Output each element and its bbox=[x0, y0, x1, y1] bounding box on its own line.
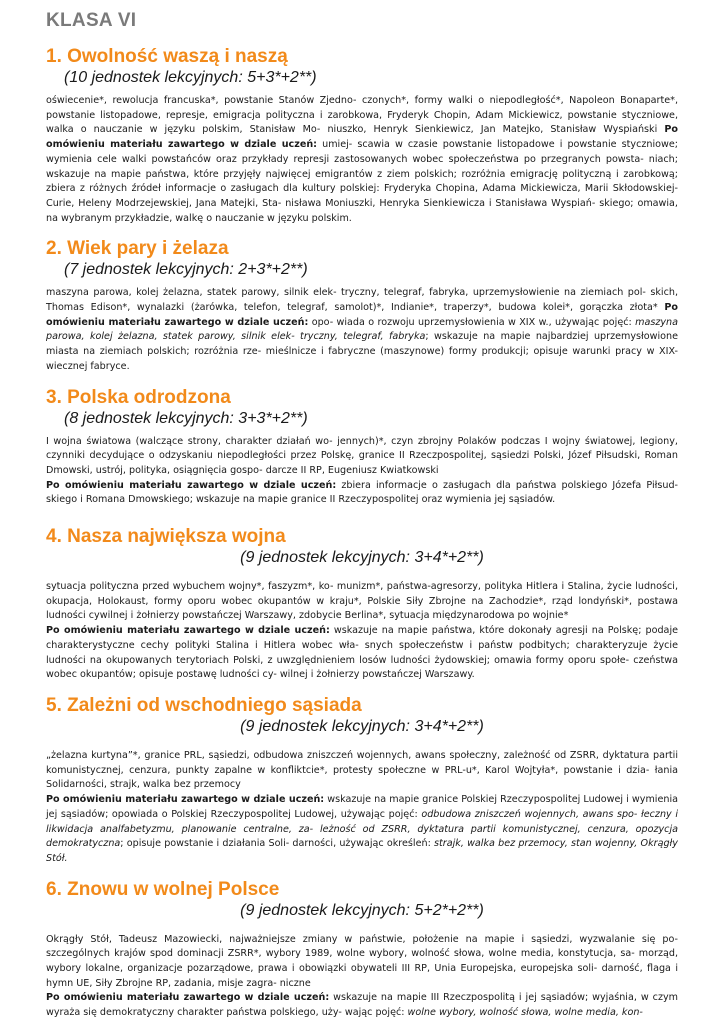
section-4-title: 4. Nasza największa wojna bbox=[46, 526, 286, 548]
section-3-lead: Po omówieniu materiału zawartego w dziale uczeń: bbox=[46, 479, 337, 491]
section-6-text bbox=[46, 933, 678, 1021]
section-4-outcomes: wskazuje na mapie państwa, które dokonały agresji na Polskę; podaje charakterystyczne cechy polityki Stalina i Hitlera wobec wła- snych społeczeństw i państw podbitych; charakteryzuje życie ludności na okupowanych terytoriach Polski, z uwzględnieniem losów ludności żydowskiej; omawia formy oporu społe- czeństwa wobec okupantów; opisuje postawę ludności cy- wilnej i żołnierzy powstańczej Warszawy. bbox=[46, 625, 679, 681]
section-6-title: 6. Znowu w wolnej Polsce bbox=[46, 878, 280, 900]
section-6-hours: (9 jednostek lekcyjnych: 5+2*+2**) bbox=[240, 901, 484, 919]
document-page bbox=[46, 10, 678, 1033]
section-2 bbox=[46, 238, 678, 374]
section-3-text bbox=[46, 435, 678, 509]
section-6-outcomes-a: wskazuje na mapie III Rzeczpospolitą i jej sąsiadów; wyjaśnia, w czym wyraża się demokratyczny charakter państwa polskiego, uży- wając pojęć: bbox=[46, 992, 679, 1019]
section-6 bbox=[46, 879, 678, 1021]
class-heading: KLASA VI bbox=[46, 10, 137, 31]
section-4 bbox=[46, 526, 678, 683]
section-2-title: 2. Wiek pary i żelaza bbox=[46, 238, 229, 260]
section-6-outcomes-italic: wolne wybory, wolność słowa, wolne media, kon- bbox=[407, 1007, 643, 1019]
section-4-terms: sytuacja polityczna przed wybuchem wojny*, faszyzm*, ko- munizm*, państwa-agresorzy, polityka Hitlera i Stalina, życie ludności, okupacja, Holokaust, formy oporu wobec okupantów w kraju*, Polskie Siły Zbrojne na Zachodzie*, rząd londyński*, postawa ludności cywilnej i żołnierzy powstańczej Warszawy, zdobycie Berlina*, sytuacja międzynarodowa po wojnie* bbox=[46, 581, 678, 622]
section-5-title: 5. Zależni od wschodniego sąsiada bbox=[46, 694, 362, 716]
section-3-terms: I wojna światowa (walczące strony, charakter działań wo- jennych)*, czyn zbrojny Polaków podczas I wojny światowej, legiony, czynniki decydujące o odzyskaniu niepodległości przez Polskę, granice II Rzeczpospolitej, sąsiedzi Polski, Józef Piłsudski, Roman Dmowski, ustrój, polityka, osiągnięcia gospo- darcze II RP, Eugeniusz Kwiatkowski bbox=[46, 435, 678, 476]
section-5-hours: (9 jednostek lekcyjnych: 3+4*+2**) bbox=[240, 717, 484, 735]
section-5-outcomes-italic: odbudowa zniszczeń wojennych, awans spo- łeczny i likwidacja analfabetyzmu, planowanie centralne, za- leżność od ZSRR, dyktatura partii komunistycznej, cenzura, opozycja demokratyczna bbox=[46, 808, 678, 850]
section-1 bbox=[46, 46, 678, 226]
section-3-hours: (8 jednostek lekcyjnych: 3+3*+2**) bbox=[64, 409, 308, 427]
section-2-outcomes-b: ; wskazuje na mapie najbardziej uprzemysłowione miasta na ziemiach polskich; rozróżnia rze- mieślnicze i fabryczne (maszynowe) formy produkcji; opisuje warunki pracy w XIX-wiecznej fabryce. bbox=[46, 331, 678, 372]
section-5-outcomes-italic-2: strajk, walka bez przemocy, stan wojenny, Okrągły Stół. bbox=[46, 838, 678, 864]
section-2-outcomes-italic: maszyna parowa, kolej żelazna, statek parowy, silnik elek- tryczny, telegraf, fabryka bbox=[46, 316, 678, 343]
section-1-text bbox=[46, 94, 678, 226]
section-3-title: 3. Polska odrodzona bbox=[46, 386, 231, 408]
section-5-terms: „żelazna kurtyna”*, granice PRL, sąsiedzi, odbudowa zniszczeń wojennych, awans społeczny, zależność od ZSRR, dyktatura partii komunistycznej, cenzura, punkty zapalne w konfliktcie*, protesty społeczne w PRL-u*, Karol Wojtyła*, powstanie i dzia- łania Solidarności, strajk, walka bez przemocy bbox=[46, 749, 678, 791]
section-5-outcomes-b: ; opisuje powstanie i działania Soli- darności, używając określeń: bbox=[120, 838, 435, 850]
section-5-text bbox=[46, 749, 678, 867]
section-6-terms: Okrągły Stół, Tadeusz Mazowiecki, najważniejsze zmiany w państwie, położenie na mapie i sąsiedzi, wyzwalanie się po- szczególnych krajów spod dominacji ZSRR*, wybory 1989, wolne wybory, wolność słowa, wolne media, konstytucja, sa- morząd, wybory lokalne, organizacje pozarządowe, prawa i obowiązki obywateli III RP, Unia Europejska, europejska soli- darność, flaga i hymn UE, Siły Zbrojne RP, zadania, misje zagra- niczne bbox=[46, 933, 678, 989]
section-5-lead: Po omówieniu materiału zawartego w dziale uczeń: bbox=[46, 794, 325, 806]
section-1-outcomes: umiej- scawia w czasie powstanie listopadowe i powstanie styczniowe; wymienia cele walki powstańców oraz przykłady represji zastosowanych wobec społeczeństwa po przegranych powsta- niach; wskazuje na mapie państwa, które przyjęły najwięcej emigrantów z ziem polskich; rozróżnia emigrację polityczną i zarobkową; zbiera z różnych źródeł informacje o zasługach dla kultury polskiej: Fryderyka Chopina, Adama Mickiewicza, Marii Skłodowskiej-Curie, Heleny Modrzejewskiej, Jana Matejki, Sta- nisława Moniuszki, Henryka Sienkiewicza i Stanisława Wyspiań- skiego; omawia, na wybranym przykładzie, walkę o nauczanie w języku polskim. bbox=[46, 139, 678, 224]
section-6-lead: Po omówieniu materiału zawartego w dziale uczeń: bbox=[46, 992, 330, 1004]
section-4-text bbox=[46, 580, 678, 683]
section-2-lead: Po omówieniu materiału zawartego w dziale uczeń: bbox=[46, 302, 678, 328]
section-5 bbox=[46, 695, 678, 867]
section-2-text bbox=[46, 286, 678, 374]
section-4-lead: Po omówieniu materiału zawartego w dziale uczeń: bbox=[46, 625, 330, 637]
section-2-outcomes-a: opo- wiada o rozwoju uprzemysłowienia w XIX w., używając pojęć: bbox=[311, 316, 636, 328]
section-4-hours: (9 jednostek lekcyjnych: 3+4*+2**) bbox=[240, 549, 484, 567]
section-1-terms: oświecenie*, rewolucja francuska*, powstanie Stanów Zjedno- czonych*, formy walki o niepodległość*, Napoleon Bonaparte*, powstanie listopadowe, represje, emigracja polityczna i zarobkowa, Fryderyk Chopin, Adam Mickiewicz, powstanie styczniowe, walka o nauczanie w języku polskim, Stanisław Mo- niuszko, Henryk Sienkiewicz, Jan Matejko, Stanisław Wyspiański bbox=[46, 95, 678, 136]
section-2-terms: maszyna parowa, kolej żelazna, statek parowy, silnik elek- tryczny, telegraf, fabryka, uprzemysłowienie na ziemiach pol- skich, Thomas Edison*, wynalazki (żarówka, telefon, telegraf, samolot)*, Indianie*, traperzy*, budowa kolei*, gorączka złota* bbox=[46, 287, 678, 314]
section-5-outcomes-a: wskazuje na mapie granice Polskiej Rzeczypospolitej Ludowej i wymienia jej sąsiadów; opowiada o Polskiej Rzeczypospolitej Ludowej, używając pojęć: bbox=[46, 794, 678, 820]
section-3-outcomes: zbiera informacje o zasługach dla państwa polskiego Józefa Piłsud- skiego i Romana Dmowskiego; wskazuje na mapie granice II Rzeczypospolitej oraz wymienia jej sąsiadów. bbox=[46, 479, 679, 506]
section-1-lead: Po omówieniu materiału zawartego w dziale uczeń: bbox=[46, 124, 678, 151]
section-1-hours: (10 jednostek lekcyjnych: 5+3*+2**) bbox=[64, 69, 317, 86]
section-3 bbox=[46, 387, 678, 509]
section-1-title: 1. Owolność waszą i naszą bbox=[46, 46, 288, 67]
section-2-hours: (7 jednostek lekcyjnych: 2+3*+2**) bbox=[64, 261, 308, 279]
